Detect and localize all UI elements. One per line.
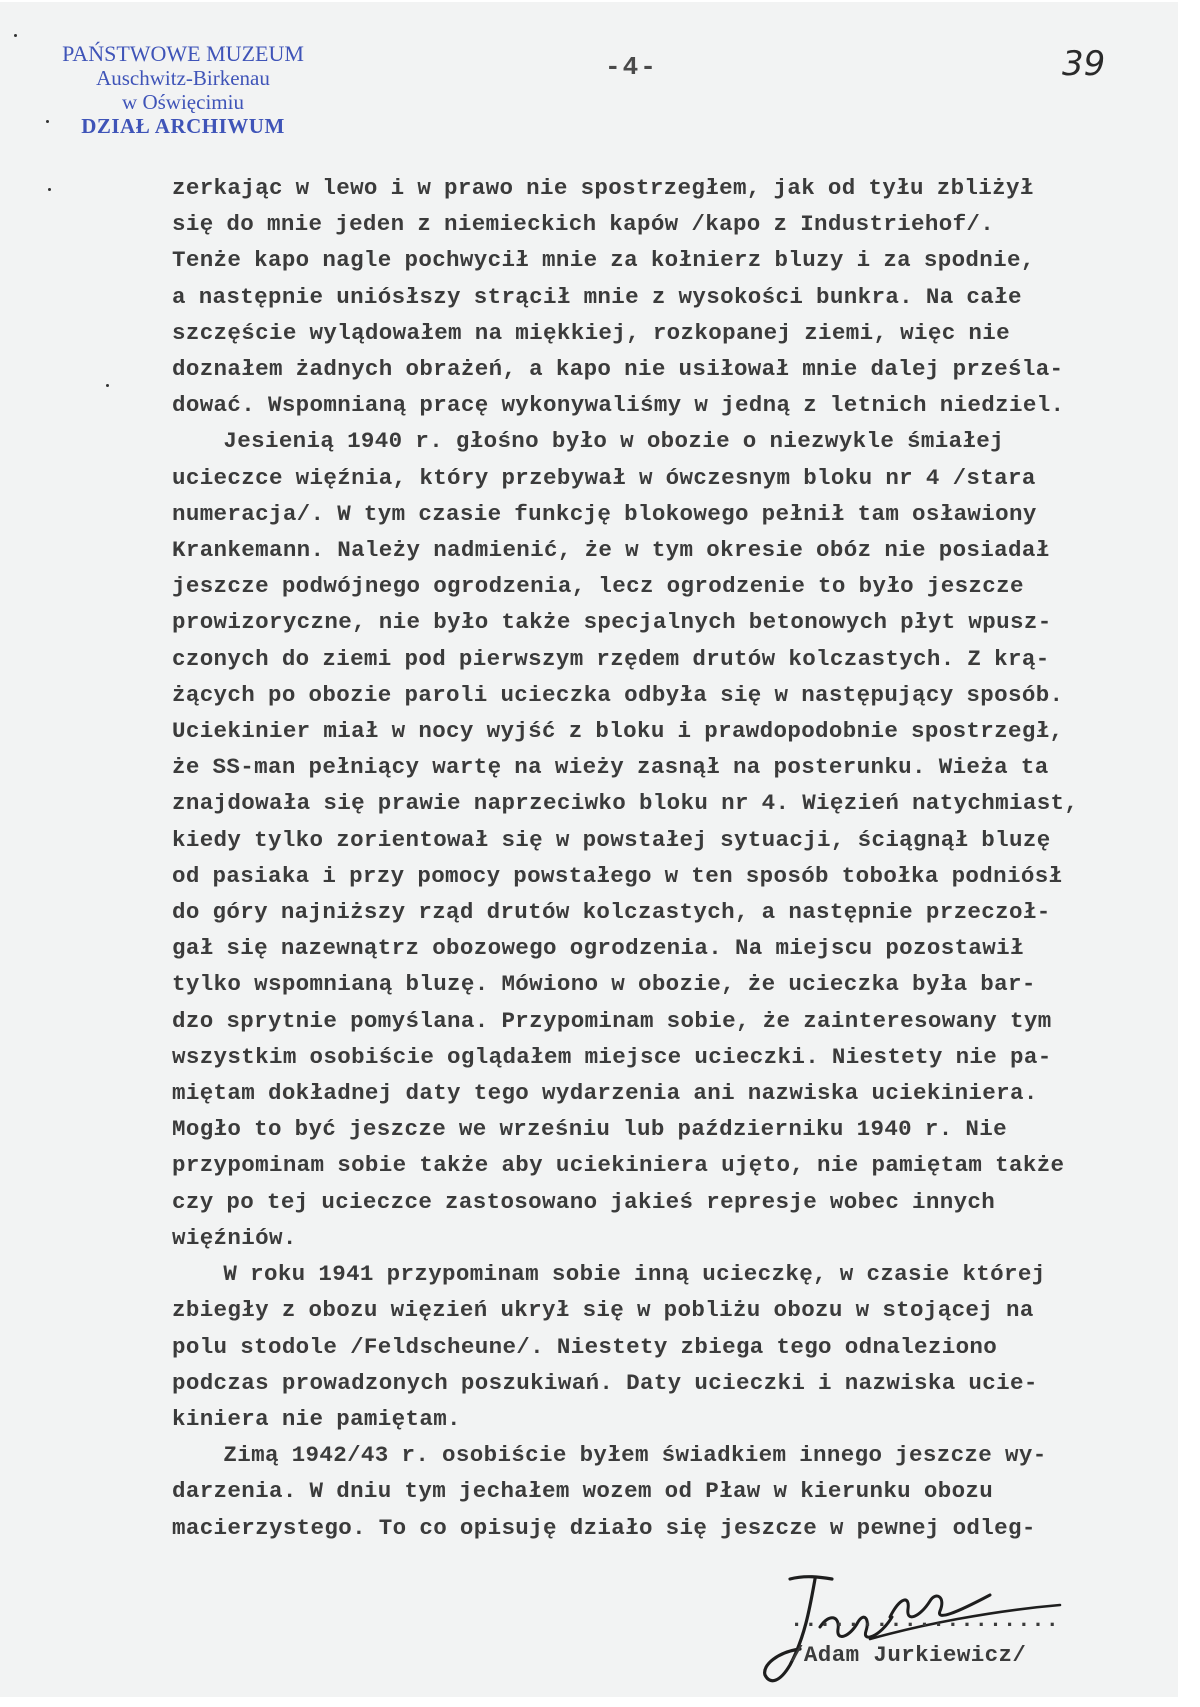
text-line: szczęście wylądowałem na miękkiej, rozkopanej ziemi, więc nie xyxy=(172,319,1010,346)
text-line: kiedy tylko zorientował się w powstałej sytuacji, ściągnął bluzę xyxy=(172,826,1051,853)
text-line: miętam dokładnej daty tego wydarzenia ani nazwiska uciekiniera. xyxy=(172,1080,1038,1107)
folio-number: 39 xyxy=(1062,44,1106,84)
text-line: Uciekinier miał w nocy wyjść z bloku i prawdopodobnie spostrzegł, xyxy=(172,718,1064,745)
text-line: darzenia. W dniu tym jechałem wozem od Pław w kierunku obozu xyxy=(172,1478,994,1505)
text-line: dzo sprytnie pomyślana. Przypominam sobie, że zainteresowany tym xyxy=(172,1007,1052,1034)
text-line: doznałem żadnych obrażeń, a kapo nie usiłował mnie dalej prześla- xyxy=(172,356,1064,383)
text-line: tylko wspomnianą bluzę. Mówiono w obozie, że ucieczka była bar- xyxy=(172,971,1036,998)
text-line: ucieczce więźnia, który przebywał w ówczesnym bloku nr 4 /stara xyxy=(172,464,1036,491)
signature-name: /Adam Jurkiewicz/ xyxy=(790,1642,1027,1668)
document-page xyxy=(0,2,1188,1697)
text-line: czy po tej ucieczce zastosowano jakieś represje wobec innych xyxy=(172,1188,996,1215)
text-line: Mogło to być jeszcze we wrześniu lub październiku 1940 r. Nie xyxy=(172,1116,1007,1143)
text-line: numeracja/. W tym czasie funkcję blokowego pełnił tam osławiony xyxy=(172,500,1037,527)
archive-stamp xyxy=(38,42,328,138)
text-line: od pasiaka i przy pomocy powstałego w ten sposób tobołka podniósł xyxy=(172,862,1063,889)
stamp-line-3: w Oświęcimiu xyxy=(122,90,244,114)
paper-speck xyxy=(48,188,51,191)
paper-speck xyxy=(46,120,49,123)
text-line: prowizoryczne, nie było także specjalnych betonowych płyt wpusz- xyxy=(172,609,1052,636)
text-line: macierzystego. To co opisuję działo się jeszcze w pewnej odleg- xyxy=(172,1514,1036,1541)
signature-dotted-line: ................... xyxy=(790,1608,1060,1633)
stamp-line-2: Auschwitz-Birkenau xyxy=(96,66,270,90)
text-line: się do mnie jeden z niemieckich kapów /kapo z Industriehof/. xyxy=(172,211,995,238)
text-line: Zimą 1942/43 r. osobiście byłem świadkiem innego jeszcze wy- xyxy=(172,1442,1047,1469)
text-line: czonych do ziemi pod pierwszym rzędem drutów kolczastych. Z krą- xyxy=(172,645,1050,672)
text-line: podczas prowadzonych poszukiwań. Daty ucieczki i nazwiska ucie- xyxy=(172,1369,1038,1396)
paper-speck xyxy=(106,384,109,387)
text-line: Tenże kapo nagle pochwycił mnie za kołnierz bluzy i za spodnie, xyxy=(172,247,1035,274)
text-line: a następnie uniósłszy strącił mnie z wysokości bunkra. Na całe xyxy=(172,283,1022,310)
paper-speck xyxy=(14,34,17,37)
text-line: wszystkim osobiście oglądałem miejsce ucieczki. Niestety nie pa- xyxy=(172,1043,1052,1070)
text-line: jeszcze podwójnego ogrodzenia, lecz ogrodzenie to było jeszcze xyxy=(172,573,1024,600)
text-line: do góry najniższy rząd drutów kolczastych, a następnie przeczoł- xyxy=(172,899,1051,926)
text-line: znajdowała się prawie naprzeciwko bloku nr 4. Więzień natychmiast, xyxy=(172,790,1079,817)
stamp-line-1: PAŃSTWOWE MUZEUM xyxy=(62,41,304,66)
typed-body-text xyxy=(172,170,1142,1546)
text-line: że SS-man pełniący wartę na wieży zasnął na posterunku. Wieża ta xyxy=(172,754,1049,781)
text-line: gał się nazewnątrz obozowego ogrodzenia. Na miejscu pozostawił xyxy=(172,935,1024,962)
text-line: W roku 1941 przypominam sobie inną ucieczkę, w czasie której xyxy=(172,1261,1046,1288)
text-line: Krankemann. Należy nadmienić, że w tym okresie obóz nie posiadał xyxy=(172,537,1050,564)
text-line: kiniera nie pamiętam. xyxy=(172,1405,461,1432)
text-line: Jesienią 1940 r. głośno było w obozie o niezwykle śmiałej xyxy=(172,428,1004,455)
text-line: polu stodole /Feldscheune/. Niestety zbiega tego odnaleziono xyxy=(172,1333,998,1360)
text-line: przypominam sobie także aby uciekiniera ujęto, nie pamiętam także xyxy=(172,1152,1065,1179)
stamp-line-4: DZIAŁ ARCHIWUM xyxy=(81,114,285,138)
text-line: zbiegły z obozu więzień ukrył się w pobliżu obozu w stojącej na xyxy=(172,1297,1034,1324)
page-number: -4- xyxy=(605,52,658,82)
text-line: więźniów. xyxy=(172,1224,297,1251)
text-line: żących po obozie paroli ucieczka odbyła się w następujący sposób. xyxy=(172,681,1064,708)
text-line: zerkając w lewo i w prawo nie spostrzegłem, jak od tyłu zbliżył xyxy=(172,175,1034,201)
text-line: dować. Wspomnianą pracę wykonywaliśmy w jedną z letnich niedziel. xyxy=(172,392,1065,419)
